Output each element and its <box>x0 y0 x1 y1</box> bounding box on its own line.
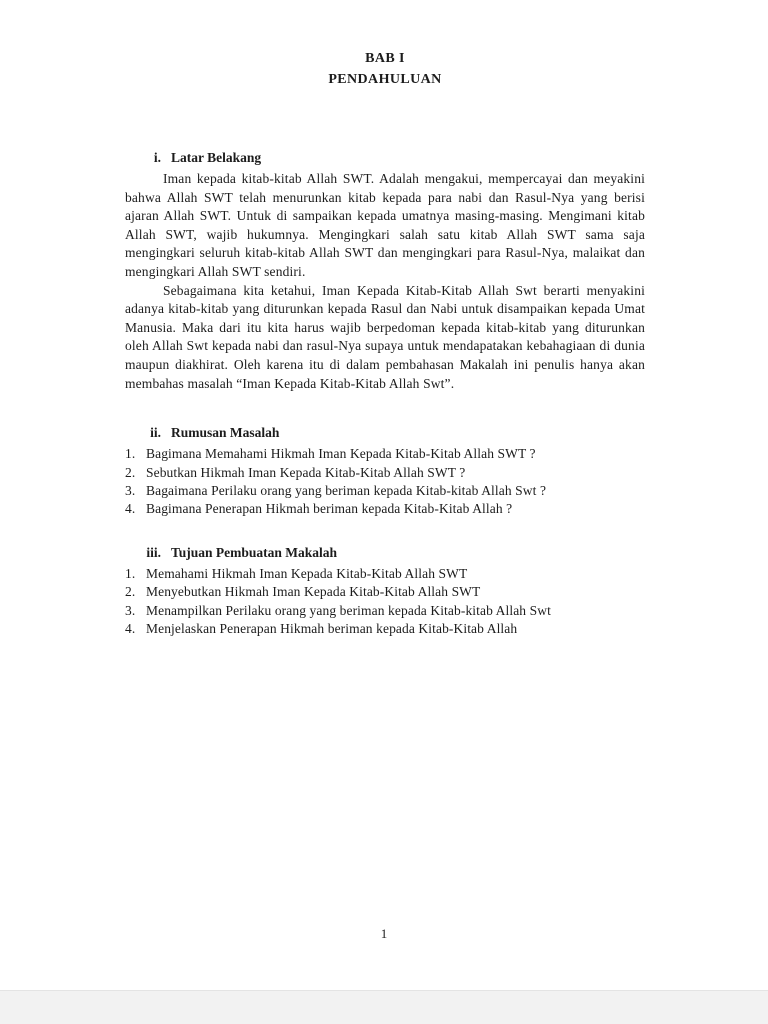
list-item-number: 2. <box>125 464 136 480</box>
section-latar-belakang <box>125 148 645 393</box>
list-item <box>125 482 645 500</box>
list-item <box>125 583 645 601</box>
heading-numeral: ii. <box>150 425 161 441</box>
list-item-number: 1. <box>125 565 136 581</box>
section-tujuan-pembuatan-makalah <box>125 543 645 639</box>
list-item-number: 1. <box>125 446 136 462</box>
paragraph: Iman kepada kitab-kitab Allah SWT. Adalah mengakui, mempercayai dan meyakini bahwa Allah SWT telah menurunkan kitab kepada para nabi dan Rasul-Nya yang berisi ajaran Allah SWT. Untuk di sampaikan kepada umatnya masing-masing. Mengimani kitab Allah SWT, wajib hukumnya. Mengingkari salah satu kitab Allah SWT sama saja mengingkari seluruh kitab-kitab Allah SWT dan mengingkari para Rasul-Nya, malaikat dan mengingkari Allah SWT sendiri. <box>125 171 645 279</box>
list-item <box>125 464 645 482</box>
heading-text: Tujuan Pembuatan Makalah <box>171 544 338 560</box>
list-item-text: Menjelaskan Penerapan Hikmah beriman kepada Kitab-Kitab Allah <box>146 620 518 636</box>
section-heading-latar-belakang <box>125 148 645 167</box>
list-item <box>125 500 645 518</box>
heading-text: Latar Belakang <box>171 150 262 165</box>
section-rumusan-masalah <box>125 423 645 519</box>
list-item <box>125 620 645 638</box>
paragraph: Sebagaimana kita ketahui, Iman Kepada Kitab-Kitab Allah Swt berarti menyakini adanya kitab-kitab yang diturunkan kepada Rasul dan Nabi untuk disampaikan kepada Umat Manusia. Maka dari itu kita harus wajib berpedoman kepada kitab-kitab yang diturunkan oleh Allah Swt kepada nabi dan rasul-Nya supaya untuk mendapatakan kebahagiaan di dunia maupun diakhirat. Oleh karena itu di dalam pembahasan Makalah ini penulis hanya akan membahas masalah “Iman Kepada Kitab-Kitab Allah Swt”. <box>125 282 645 391</box>
document-title <box>125 48 645 90</box>
list-item-number: 4. <box>125 620 136 636</box>
list-item-text: Memahami Hikmah Iman Kepada Kitab-Kitab Allah SWT <box>146 565 468 581</box>
list-item <box>125 602 645 620</box>
list-item-number: 3. <box>125 482 136 498</box>
list-item-number: 3. <box>125 602 136 618</box>
list-item-number: 2. <box>125 584 136 600</box>
list-item-text: Menyebutkan Hikmah Iman Kepada Kitab-Kitab Allah SWT <box>146 584 481 600</box>
page-number: 1 <box>380 926 388 941</box>
section-heading-rumusan-masalah <box>125 423 645 442</box>
list-item-text: Bagaimana Perilaku orang yang beriman kepada Kitab-kitab Allah Swt ? <box>146 482 547 498</box>
heading-numeral: iii. <box>146 544 161 560</box>
title-line-1: BAB I <box>365 51 405 66</box>
page-bottom-edge <box>0 990 768 1024</box>
list-item-text: Bagimana Memahami Hikmah Iman Kepada Kitab-Kitab Allah SWT ? <box>146 446 536 462</box>
section-heading-tujuan <box>125 543 645 562</box>
title-line-2: PENDAHULUAN <box>328 72 442 87</box>
heading-text: Rumusan Masalah <box>171 425 280 441</box>
list-item-text: Bagimana Penerapan Hikmah beriman kepada Kitab-Kitab Allah ? <box>146 501 513 517</box>
list-item-number: 4. <box>125 501 136 517</box>
list-item <box>125 445 645 463</box>
heading-numeral: i. <box>153 150 161 165</box>
list-item-text: Sebutkan Hikmah Iman Kepada Kitab-Kitab Allah SWT ? <box>146 464 466 480</box>
list-item-text: Menampilkan Perilaku orang yang beriman kepada Kitab-kitab Allah Swt <box>146 602 551 618</box>
list-item <box>125 565 645 583</box>
